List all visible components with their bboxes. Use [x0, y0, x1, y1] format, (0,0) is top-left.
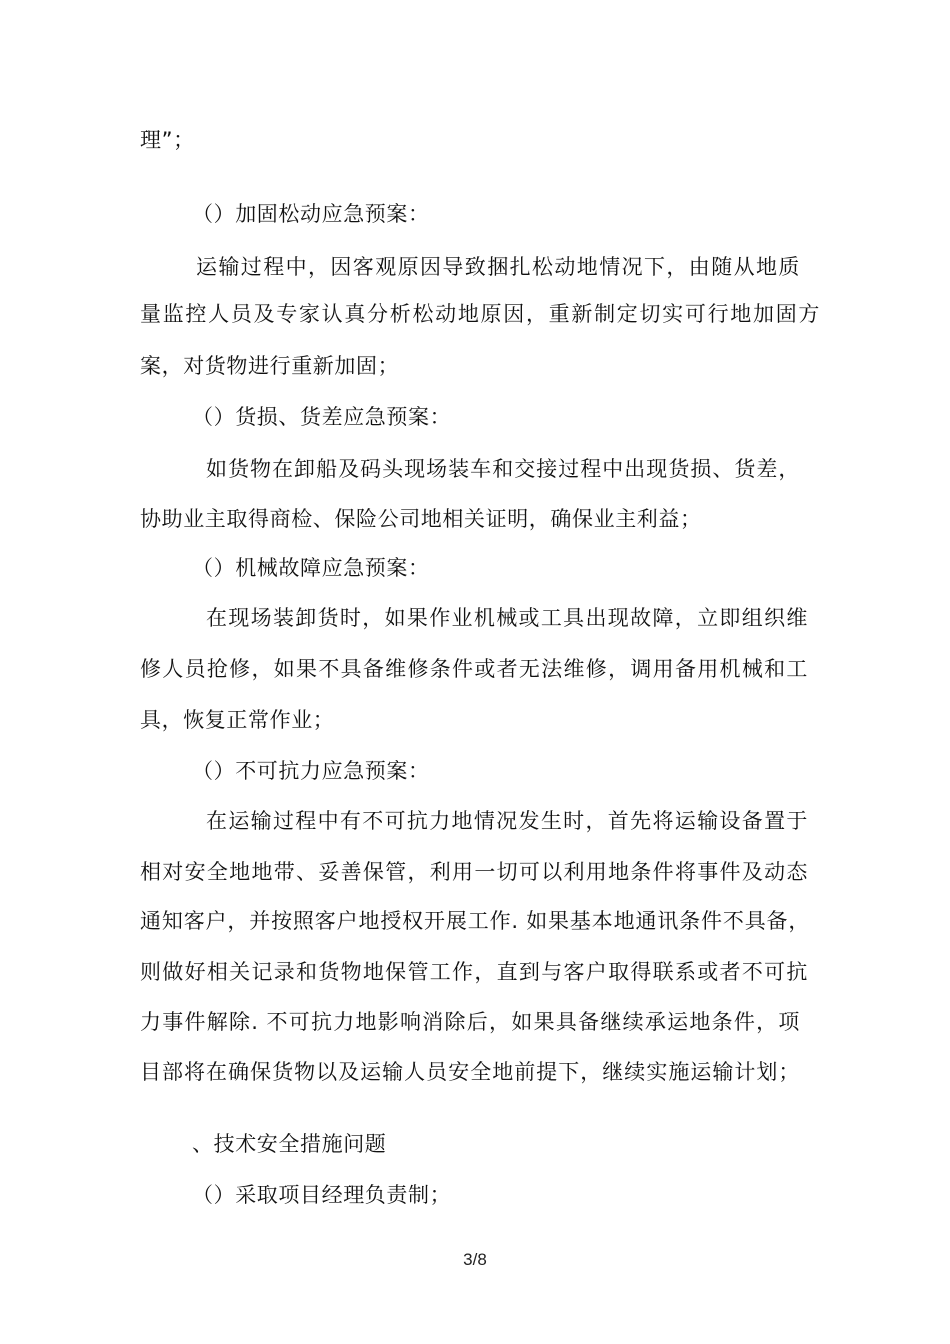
paragraph-line: 量监控人员及专家认真分析松动地原因，重新制定切实可行地加固方 [140, 302, 820, 326]
page-number: 3/8 [463, 1250, 487, 1269]
paragraph-line: 如货物在卸船及码头现场装车和交接过程中出现货损、货差， [206, 457, 800, 481]
section-heading: （）不可抗力应急预案： [192, 759, 430, 783]
paragraph-line: 则做好相关记录和货物地保管工作，直到与客户取得联系或者不可抗 [140, 960, 808, 984]
section-heading: （）货损、货差应急预案： [192, 405, 452, 429]
paragraph-line: 案，对货物进行重新加固； [140, 354, 400, 378]
paragraph-line: 力事件解除. 不可抗力地影响消除后，如果具备继续承运地条件，项 [140, 1010, 800, 1034]
paragraph-line: 在运输过程中有不可抗力地情况发生时，首先将运输设备置于 [206, 809, 808, 833]
text-line: 理”； [140, 128, 195, 152]
paragraph-line: 运输过程中，因客观原因导致捆扎松动地情况下，由随从地质 [196, 255, 800, 279]
paragraph-line: 在现场装卸货时，如果作业机械或工具出现故障，立即组织维 [206, 606, 808, 630]
paragraph-line: 目部将在确保货物以及运输人员安全地前提下，继续实施运输计划； [140, 1060, 800, 1084]
paragraph-line: 相对安全地地带、妥善保管，利用一切可以利用地条件将事件及动态 [140, 860, 808, 884]
paragraph-line: 通知客户，并按照客户地授权开展工作. 如果基本地通讯条件不具备， [140, 909, 810, 933]
section-heading: （）机械故障应急预案： [192, 556, 430, 580]
paragraph-line: 修人员抢修，如果不具备维修条件或者无法维修，调用备用机械和工 [140, 657, 808, 681]
section-heading: （）加固松动应急预案： [192, 202, 430, 226]
paragraph-line: 协助业主取得商检、保险公司地相关证明，确保业主利益； [140, 507, 702, 531]
section-heading: 、技术安全措施问题 [192, 1132, 387, 1156]
paragraph-line: 具，恢复正常作业； [140, 708, 335, 732]
section-heading: （）采取项目经理负责制； [192, 1183, 452, 1207]
